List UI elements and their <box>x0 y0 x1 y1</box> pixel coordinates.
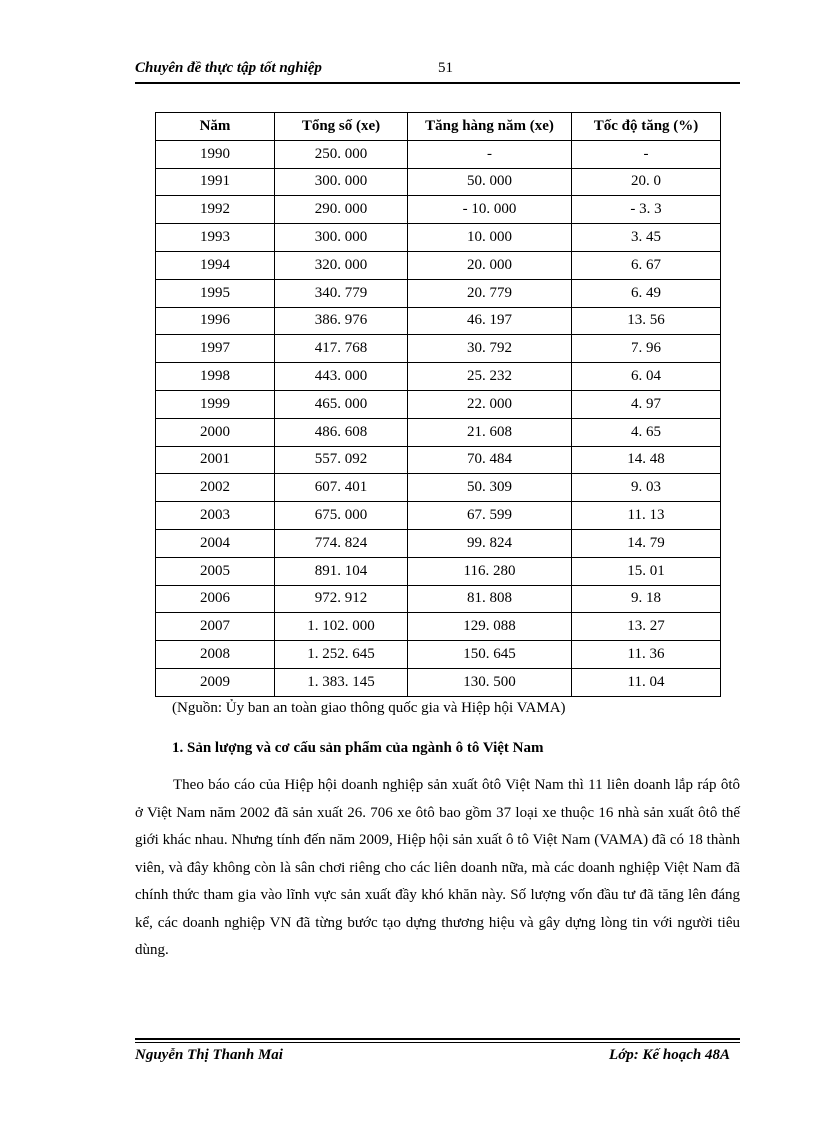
table-header-row <box>156 113 721 141</box>
cell-year: 2003 <box>156 502 275 530</box>
cell-total: 486. 608 <box>275 418 408 446</box>
cell-year: 2007 <box>156 613 275 641</box>
cell-growth-rate: 7. 96 <box>572 335 721 363</box>
cell-year: 2008 <box>156 641 275 669</box>
table-row <box>156 502 721 530</box>
author-name: Nguyễn Thị Thanh Mai <box>135 1047 283 1063</box>
cell-total: 300. 000 <box>275 168 408 196</box>
section-heading: 1. Sản lượng và cơ cấu sản phẩm của ngành ô tô Việt Nam <box>172 740 544 756</box>
document-title: Chuyên đề thực tập tốt nghiệp <box>135 60 322 76</box>
cell-annual-increase: 25. 232 <box>408 363 572 391</box>
cell-growth-rate: 6. 67 <box>572 251 721 279</box>
cell-year: 1996 <box>156 307 275 335</box>
class-name: Lớp: Kế hoạch 48A <box>609 1047 730 1063</box>
cell-year: 2004 <box>156 529 275 557</box>
cell-growth-rate: 14. 48 <box>572 446 721 474</box>
table-row <box>156 641 721 669</box>
cell-growth-rate: 4. 97 <box>572 390 721 418</box>
cell-total: 557. 092 <box>275 446 408 474</box>
cell-total: 675. 000 <box>275 502 408 530</box>
column-header-annual-increase: Tăng hàng năm (xe) <box>408 113 572 141</box>
footer-divider-thick <box>135 1038 740 1040</box>
cell-year: 1998 <box>156 363 275 391</box>
cell-total: 386. 976 <box>275 307 408 335</box>
cell-annual-increase: 81. 808 <box>408 585 572 613</box>
table-source-note: (Nguồn: Ủy ban an toàn giao thông quốc gia và Hiệp hội VAMA) <box>172 700 566 716</box>
table-row <box>156 557 721 585</box>
cell-year: 1994 <box>156 251 275 279</box>
table-row <box>156 613 721 641</box>
cell-annual-increase: 30. 792 <box>408 335 572 363</box>
table-row <box>156 418 721 446</box>
table-row <box>156 279 721 307</box>
cell-year: 2009 <box>156 668 275 696</box>
cell-annual-increase: 50. 000 <box>408 168 572 196</box>
cell-year: 2000 <box>156 418 275 446</box>
table-row <box>156 390 721 418</box>
cell-growth-rate: - <box>572 140 721 168</box>
cell-year: 1999 <box>156 390 275 418</box>
table-row <box>156 668 721 696</box>
cell-annual-increase: 50. 309 <box>408 474 572 502</box>
cell-annual-increase: 130. 500 <box>408 668 572 696</box>
footer-divider-thin <box>135 1042 740 1043</box>
page-number: 51 <box>438 60 453 76</box>
cell-annual-increase: 70. 484 <box>408 446 572 474</box>
page-footer <box>135 1047 740 1069</box>
cell-total: 972. 912 <box>275 585 408 613</box>
cell-total: 320. 000 <box>275 251 408 279</box>
table-row <box>156 224 721 252</box>
cell-annual-increase: 67. 599 <box>408 502 572 530</box>
cell-year: 1992 <box>156 196 275 224</box>
cell-year: 1993 <box>156 224 275 252</box>
table-row <box>156 196 721 224</box>
cell-annual-increase: - <box>408 140 572 168</box>
cell-total: 1. 102. 000 <box>275 613 408 641</box>
table-row <box>156 335 721 363</box>
cell-annual-increase: 10. 000 <box>408 224 572 252</box>
cell-growth-rate: 6. 49 <box>572 279 721 307</box>
table-row <box>156 585 721 613</box>
table-row <box>156 529 721 557</box>
cell-total: 417. 768 <box>275 335 408 363</box>
column-header-total: Tổng số (xe) <box>275 113 408 141</box>
page-header <box>135 60 740 82</box>
cell-annual-increase: 20. 779 <box>408 279 572 307</box>
table-row <box>156 363 721 391</box>
cell-growth-rate: 4. 65 <box>572 418 721 446</box>
cell-growth-rate: 20. 0 <box>572 168 721 196</box>
cell-total: 290. 000 <box>275 196 408 224</box>
header-divider <box>135 82 740 84</box>
cell-year: 1997 <box>156 335 275 363</box>
cell-total: 607. 401 <box>275 474 408 502</box>
cell-growth-rate: 11. 13 <box>572 502 721 530</box>
cell-total: 443. 000 <box>275 363 408 391</box>
cell-total: 1. 383. 145 <box>275 668 408 696</box>
table-row <box>156 307 721 335</box>
table-row <box>156 474 721 502</box>
cell-year: 2005 <box>156 557 275 585</box>
cell-year: 1990 <box>156 140 275 168</box>
cell-year: 2001 <box>156 446 275 474</box>
cell-growth-rate: 13. 56 <box>572 307 721 335</box>
cell-total: 774. 824 <box>275 529 408 557</box>
table-row <box>156 446 721 474</box>
cell-total: 465. 000 <box>275 390 408 418</box>
cell-annual-increase: 46. 197 <box>408 307 572 335</box>
cell-growth-rate: 6. 04 <box>572 363 721 391</box>
cell-growth-rate: 11. 04 <box>572 668 721 696</box>
cell-annual-increase: 21. 608 <box>408 418 572 446</box>
cell-growth-rate: 14. 79 <box>572 529 721 557</box>
cell-year: 2006 <box>156 585 275 613</box>
cell-growth-rate: - 3. 3 <box>572 196 721 224</box>
cell-annual-increase: 116. 280 <box>408 557 572 585</box>
cell-annual-increase: 150. 645 <box>408 641 572 669</box>
cell-growth-rate: 9. 03 <box>572 474 721 502</box>
cell-annual-increase: 129. 088 <box>408 613 572 641</box>
cell-growth-rate: 15. 01 <box>572 557 721 585</box>
cell-annual-increase: 20. 000 <box>408 251 572 279</box>
cell-growth-rate: 9. 18 <box>572 585 721 613</box>
cell-total: 340. 779 <box>275 279 408 307</box>
vehicle-statistics-table <box>155 112 721 697</box>
column-header-growth-rate: Tốc độ tăng (%) <box>572 113 721 141</box>
body-paragraph: Theo báo cáo của Hiệp hội doanh nghiệp sản xuất ôtô Việt Nam thì 11 liên doanh lắp ráp ôtô ở Việt Nam năm 2002 đã sản xuất 26. 706 xe ôtô bao gồm 37 loại xe thuộc 16 nhà sản xuất ôtô thế giới khác nhau. Nhưng tính đến năm 2009, Hiệp hội sản xuất ô tô Việt Nam (VAMA) đã có 18 thành viên, và đây không còn là sân chơi riêng cho các liên doanh nữa, mà các doanh nghiệp Việt Nam đã chính thức tham gia vào lĩnh vực sản xuất đầy khó khăn này. Số lượng vốn đầu tư đã tăng lên đáng kể, các doanh nghiệp VN đã từng bước tạo dựng thương hiệu và gây dựng lòng tin với người tiêu dùng. <box>135 777 740 958</box>
table-row <box>156 140 721 168</box>
cell-annual-increase: - 10. 000 <box>408 196 572 224</box>
column-header-year: Năm <box>156 113 275 141</box>
cell-annual-increase: 99. 824 <box>408 529 572 557</box>
cell-growth-rate: 11. 36 <box>572 641 721 669</box>
table-row <box>156 251 721 279</box>
cell-total: 891. 104 <box>275 557 408 585</box>
cell-annual-increase: 22. 000 <box>408 390 572 418</box>
cell-growth-rate: 13. 27 <box>572 613 721 641</box>
cell-total: 250. 000 <box>275 140 408 168</box>
cell-growth-rate: 3. 45 <box>572 224 721 252</box>
cell-year: 1991 <box>156 168 275 196</box>
cell-year: 2002 <box>156 474 275 502</box>
table-row <box>156 168 721 196</box>
cell-year: 1995 <box>156 279 275 307</box>
cell-total: 1. 252. 645 <box>275 641 408 669</box>
cell-total: 300. 000 <box>275 224 408 252</box>
